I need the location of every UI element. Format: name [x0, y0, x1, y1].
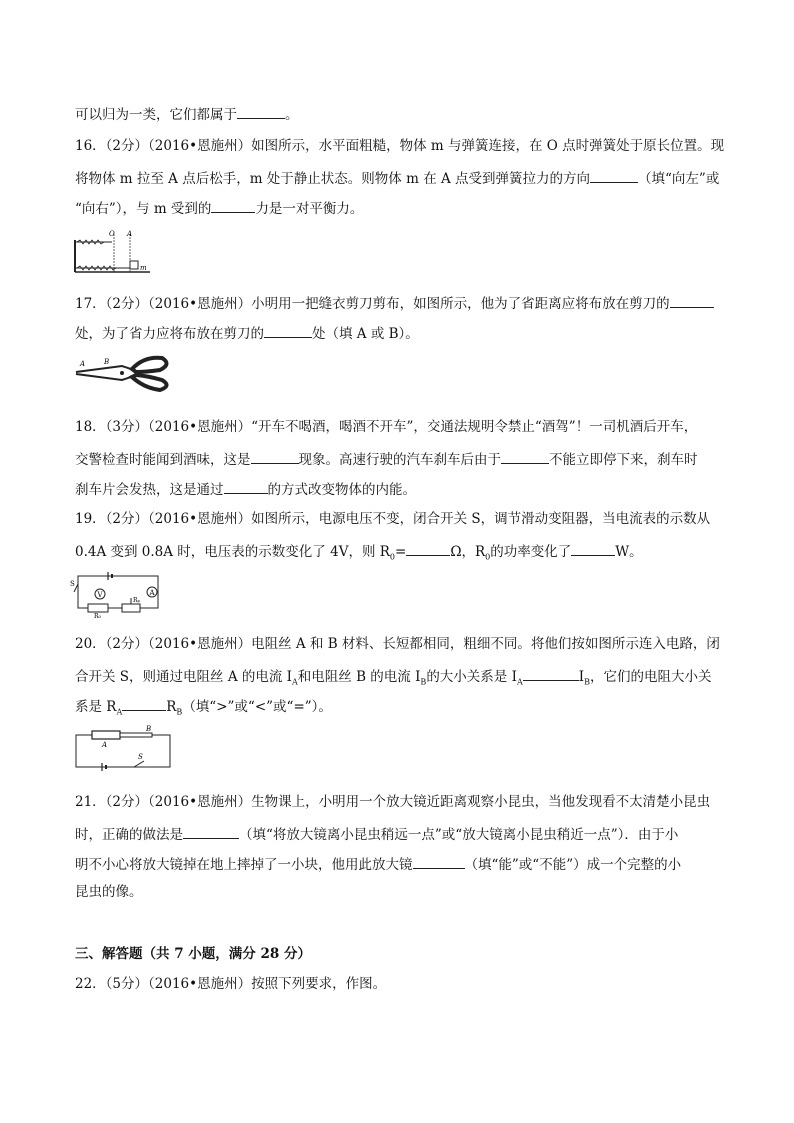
q21-line-3: [75, 856, 681, 873]
q20-text-2a: 合开关 S，则通过电阻丝 A 的电流 I: [75, 669, 292, 685]
q19-text-2e: W。: [615, 544, 643, 560]
q19-fig-r0-label: R₀: [94, 613, 101, 618]
q20-text-3a: 系是 R: [75, 699, 117, 715]
q15-end: 。: [285, 107, 299, 123]
q20-sub-2: B: [420, 677, 427, 687]
q19-text-2a: 0.4A 变到 0.8A 时，电压表的示数变化了 4V，则 R: [75, 544, 390, 560]
q20-text-2b: 和电阻丝 B 的电流 I: [297, 669, 421, 685]
q20-text-3b: R: [166, 699, 177, 715]
q19-blank-2: [571, 543, 615, 556]
q16-fig-a-label: A: [127, 230, 133, 238]
q20-line-1: [75, 638, 720, 652]
q19-sub-2: 0: [485, 552, 491, 562]
q18-line-3: [75, 481, 416, 498]
q20-text-2c: 的大小关系是 I: [426, 669, 517, 685]
q21-text-3b: （填“能”或“不能”）成一个完整的小: [464, 857, 682, 873]
q20-blank-2: [122, 698, 166, 711]
q18-blank-1: [251, 451, 299, 464]
q15-line: [75, 106, 299, 123]
q19-line-1: [75, 513, 710, 527]
q20-line-3: [75, 698, 332, 717]
q18-blank-3: [224, 481, 268, 494]
q16-blank-1: [590, 170, 638, 183]
q21-blank-1: [183, 826, 239, 839]
q18-text-3a: 刹车片会发热，这是通过: [75, 482, 224, 498]
q18-blank-2: [501, 451, 549, 464]
q19-sub-1: 0: [389, 552, 395, 562]
q18-text-2c: 不能立即停下来，刹车时: [549, 452, 698, 468]
q20-fig-a-label: A: [102, 741, 108, 749]
q20-line-2: [75, 668, 711, 687]
q21-text-2a: 时，正确的做法是: [75, 827, 183, 843]
q22-line-1: [75, 978, 386, 992]
q18-text-3b: 的方式改变物体的内能。: [267, 482, 416, 498]
q20-sub-3: A: [516, 677, 523, 687]
q18-text-2b: 现象。高速行驶的汽车刹车后由于: [298, 452, 501, 468]
q18-line-2: [75, 451, 698, 468]
q20-text-1: 20．（2分）（2016•恩施州）电阻丝 A 和 B 材料、长短都相同，粗细不同。将他们按如图所示连入电路，闭: [75, 636, 720, 652]
q21-line-2: [75, 826, 678, 843]
q18-text-2a: 交警检查时能闻到酒味，这是: [75, 452, 251, 468]
q18-text-1: 18．（3分）（2016•恩施州）“开车不喝酒，喝酒不开车”，交通法规明令禁止“酒驾”！一司机酒后开车，: [75, 419, 698, 435]
q19-blank-1: [406, 543, 450, 556]
q16-line-3: [75, 200, 363, 217]
q16-text-1: 16．（2分）（2016•恩施州）如图所示，水平面粗糙，物体 m 与弹簧连接，在 O 点时弹簧处于原长位置。现: [75, 138, 725, 154]
q21-line-4: [75, 886, 143, 900]
q16-spring-figure: [72, 228, 162, 278]
q20-fig-b-label: B: [146, 725, 152, 733]
q17-fig-a-label: A: [80, 360, 86, 368]
q17-text-2b: 处（填 A 或 B）。: [312, 326, 419, 342]
q16-text-2a: 将物体 m 拉至 A 点后松手，m 处于静止状态。则物体 m 在 A 点受到弹簧拉力的方向: [75, 171, 591, 187]
q20-sub-6: B: [176, 707, 183, 717]
q19-fig-ammeter-label: A: [149, 589, 155, 597]
q20-text-2d: I: [578, 669, 585, 685]
q19-text-2d: 的功率变化了: [490, 544, 572, 560]
q17-scissors-figure: [74, 350, 174, 400]
q19-text-2b: =: [395, 544, 407, 560]
q17-text-1: 17．（2分）（2016•恩施州）小明用一把缝衣剪刀剪布，如图所示，他为了省距离应将布放在剪刀的: [75, 296, 670, 312]
q16-fig-o-label: O: [109, 230, 115, 238]
q17-line-2: [75, 325, 419, 342]
q19-line-2: [75, 543, 643, 562]
q16-blank-2: [211, 200, 255, 213]
q19-fig-switch-label: S: [70, 580, 75, 588]
q20-blank-1: [523, 668, 579, 681]
q16-line-1: [75, 140, 724, 154]
q20-sub-5: A: [116, 707, 123, 717]
q20-sub-1: A: [292, 677, 298, 687]
section-3-title-text: 三、解答题（共 7 小题，满分 28 分）: [75, 946, 311, 962]
q21-blank-2: [413, 856, 465, 869]
q21-text-4: 昆虫的像。: [75, 884, 143, 900]
q16-text-3a: “向右”），与 m 受到的: [75, 201, 212, 217]
section-3-title: [75, 948, 311, 962]
q16-fig-m-label: m: [140, 264, 147, 272]
q17-fig-b-label: B: [104, 358, 110, 366]
q15-blank: [237, 106, 285, 119]
q20-fig-s-label: S: [138, 753, 143, 761]
q17-blank-1: [670, 295, 714, 308]
q20-sub-4: B: [584, 677, 590, 687]
q19-circuit-figure: [70, 570, 165, 618]
q17-line-1: [75, 295, 714, 312]
q19-fig-voltmeter-label: V: [97, 591, 103, 599]
q20-circuit-figure: [72, 725, 176, 773]
q21-text-2b: （填“将放大镜离小昆虫稍远一点”或“放大镜离小昆虫稍近一点”）．由于小: [239, 827, 679, 843]
q21-text-1: 21．（2分）（2016•恩施州）生物课上，小明用一个放大镜近距离观察小昆虫，当他发现看不太清楚小昆虫: [75, 794, 711, 810]
q22-text-1: 22．（5分）（2016•恩施州）按照下列要求，作图。: [75, 976, 387, 992]
q16-text-3b: 力是一对平衡力。: [255, 201, 364, 217]
q15-text: 可以归为一类，它们都属于: [75, 107, 237, 123]
q17-text-2a: 处，为了省力应将布放在剪刀的: [75, 326, 264, 342]
q19-text-2c: Ω，R: [450, 544, 486, 560]
q20-text-2e: ，它们的电阻大小关: [589, 669, 712, 685]
q16-text-2b: （填“向左”或: [638, 171, 720, 187]
q21-line-1: [75, 796, 710, 810]
q21-text-3a: 明不小心将放大镜掉在地上摔掉了一小块，他用此放大镜: [75, 857, 413, 873]
q20-text-3c: （填“>”或“<”或“=”）。: [182, 699, 332, 715]
q19-text-1: 19．（2分）（2016•恩施州）如图所示，电源电压不变，闭合开关 S，调节滑动变阻器，当电流表的示数从: [75, 511, 711, 527]
q19-fig-rp-label: Rₚ: [133, 597, 140, 604]
q16-line-2: [75, 170, 719, 187]
q18-line-1: [75, 421, 697, 435]
q17-blank-2: [264, 325, 312, 338]
